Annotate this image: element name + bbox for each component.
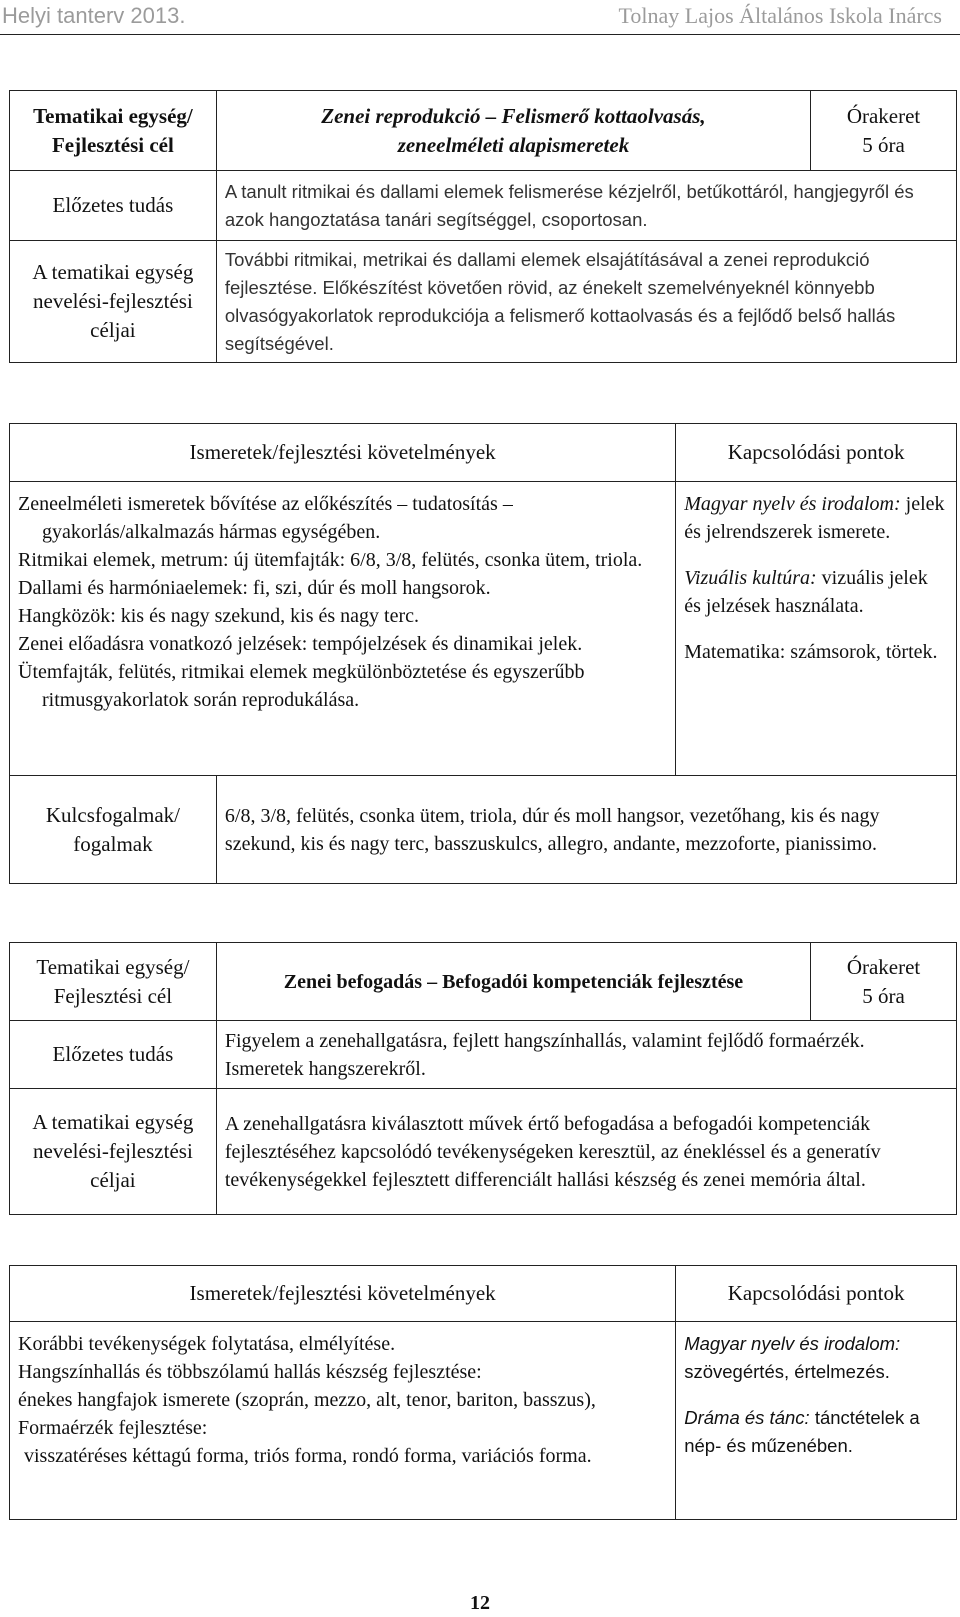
req1-head-right: Kapcsolódási pontok <box>676 424 957 482</box>
unit2-hours-label: Órakeret <box>846 954 921 979</box>
req2-link-hungarian <box>684 1330 948 1386</box>
page-number: 12 <box>470 1592 490 1614</box>
unit2-table <box>9 942 957 1215</box>
unit2-prior-text: Figyelem a zenehallgatásra, fejlett hangszínhallás, valamint fejlődő formaérzék. Ismeretek hangszerekről. <box>216 1021 956 1089</box>
unit1-title-line1: Zenei reprodukció – Felismerő kottaolvasás, <box>321 103 706 128</box>
req2-link2-title: Dráma és tánc: <box>684 1407 810 1428</box>
req1-table <box>9 423 957 884</box>
req1-link1-text: jelek és jelrendszerek ismerete. <box>684 493 945 543</box>
req1-link-visual <box>684 564 948 620</box>
req1-key-text: 6/8, 3/8, felütés, csonka ütem, triola, dúr és moll hangsor, vezetőhang, kis és nagy szekund, kis és nagy terc, basszuskulcs, allegro, andante, mezzoforte, pianissimo. <box>216 776 956 884</box>
unit2-label-prior: Előzetes tudás <box>10 1021 217 1089</box>
req1-link-math: Matematika: számsorok, törtek. <box>684 641 938 663</box>
req1-items <box>10 482 676 776</box>
req2-head-right: Kapcsolódási pontok <box>676 1266 957 1322</box>
req1-links <box>676 482 957 776</box>
unit1-hours <box>811 91 957 171</box>
req1-item: Zenei előadásra vonatkozó jelzések: tempójelzések és dinamikai jelek. <box>18 633 583 655</box>
page-header <box>0 0 960 35</box>
unit2-label-theme: Tematikai egység/ Fejlesztési cél <box>10 943 217 1021</box>
unit1-goals-text: További ritmikai, metrikai és dallami elemek elsajátításával a zenei reprodukció fejlesztése. Előkészítést követően rövid, az énekelt szemelvényeknél könnyebb olvasógyakorlatok reprodukciója a felismerő kottaolvasás és a fejlődő belső hallás segítségével. <box>216 241 956 363</box>
req2-item: Korábbi tevékenységek folytatása, elmélyítése. <box>18 1333 396 1355</box>
unit1-label-theme: Tematikai egység/ Fejlesztési cél <box>10 91 217 171</box>
header-right: Tolnay Lajos Általános Iskola Inárcs <box>618 3 942 28</box>
unit2-title: Zenei befogadás – Befogadói kompetenciák fejlesztése <box>216 943 810 1021</box>
req1-link2-title: Vizuális kultúra: <box>684 567 817 589</box>
unit1-hours-value: 5 óra <box>862 132 905 157</box>
unit2-label-goals: A tematikai egység nevelési-fejlesztési céljai <box>10 1089 217 1215</box>
req1-item: Ritmikai elemek, metrum: új ütemfajták: 6/8, 3/8, felütés, csonka ütem, triola. <box>18 549 643 571</box>
req1-link-hungarian <box>684 490 948 546</box>
unit1-title-line2: zeneelméleti alapismeretek <box>397 132 630 157</box>
req2-item: énekes hangfajok ismerete (szoprán, mezzo, alt, tenor, bariton, basszus), <box>18 1389 596 1411</box>
unit1-prior-text: A tanult ritmikai és dallami elemek felismerése kézjelről, betűkottáról, hangjegyről és azok hangoztatása tanári segítséggel, csoportosan. <box>216 171 956 241</box>
unit1-label-goals: A tematikai egység nevelési-fejlesztési céljai <box>10 241 217 363</box>
req2-item: Hangszínhallás és többszólamú hallás készség fejlesztése: <box>18 1361 482 1383</box>
req1-item: Zeneelméleti ismeretek bővítése az előkészítés – tudatosítás – gyakorlás/alkalmazás hármas egységében. <box>18 493 513 543</box>
req1-item: Hangközök: kis és nagy szekund, kis és nagy terc. <box>18 605 420 627</box>
req1-item: Ütemfajták, felütés, ritmikai elemek megkülönböztetése és egyszerűbb ritmusgyakorlatok során reprodukálása. <box>18 661 585 711</box>
header-left: Helyi tanterv 2013. <box>2 3 186 28</box>
req2-item: visszatéréses kéttagú forma, triós forma, rondó forma, variációs forma. <box>24 1445 592 1467</box>
req1-key-label: Kulcsfogalmak/ fogalmak <box>10 776 217 884</box>
unit1-label-prior: Előzetes tudás <box>10 171 217 241</box>
unit1-title <box>216 91 810 171</box>
req2-link1-text: szövegértés, értelmezés. <box>684 1361 890 1382</box>
req2-item: Formaérzék fejlesztése: <box>18 1417 208 1439</box>
unit2-hours-value: 5 óra <box>862 983 905 1008</box>
unit2-goals-text: A zenehallgatásra kiválasztott művek értő befogadása a befogadói kompetenciák fejlesztéséhez kapcsolódó tevékenységeken keresztül, az énekléssel és a generatív tevékenységekkel fejlesztett differenciált hallási készség és zenei memória által. <box>216 1089 956 1215</box>
req2-links <box>676 1322 957 1520</box>
req1-head-left: Ismeretek/fejlesztési követelmények <box>10 424 676 482</box>
unit2-hours <box>811 943 957 1021</box>
req2-link-drama <box>684 1404 948 1460</box>
req2-link2-text: tánctételek a nép- és műzenében. <box>684 1407 920 1456</box>
req1-item: Dallami és harmóniaelemek: fi, szi, dúr és moll hangsorok. <box>18 577 491 599</box>
req2-table <box>9 1265 957 1520</box>
req1-link1-title: Magyar nyelv és irodalom: <box>684 493 901 515</box>
req2-head-left: Ismeretek/fejlesztési követelmények <box>10 1266 676 1322</box>
unit1-table <box>9 90 957 363</box>
req2-link1-title: Magyar nyelv és irodalom: <box>684 1333 901 1354</box>
req2-items <box>10 1322 676 1520</box>
req1-link2-text: vizuális jelek és jelzések használata. <box>684 567 928 617</box>
unit1-hours-label: Órakeret <box>846 103 921 128</box>
